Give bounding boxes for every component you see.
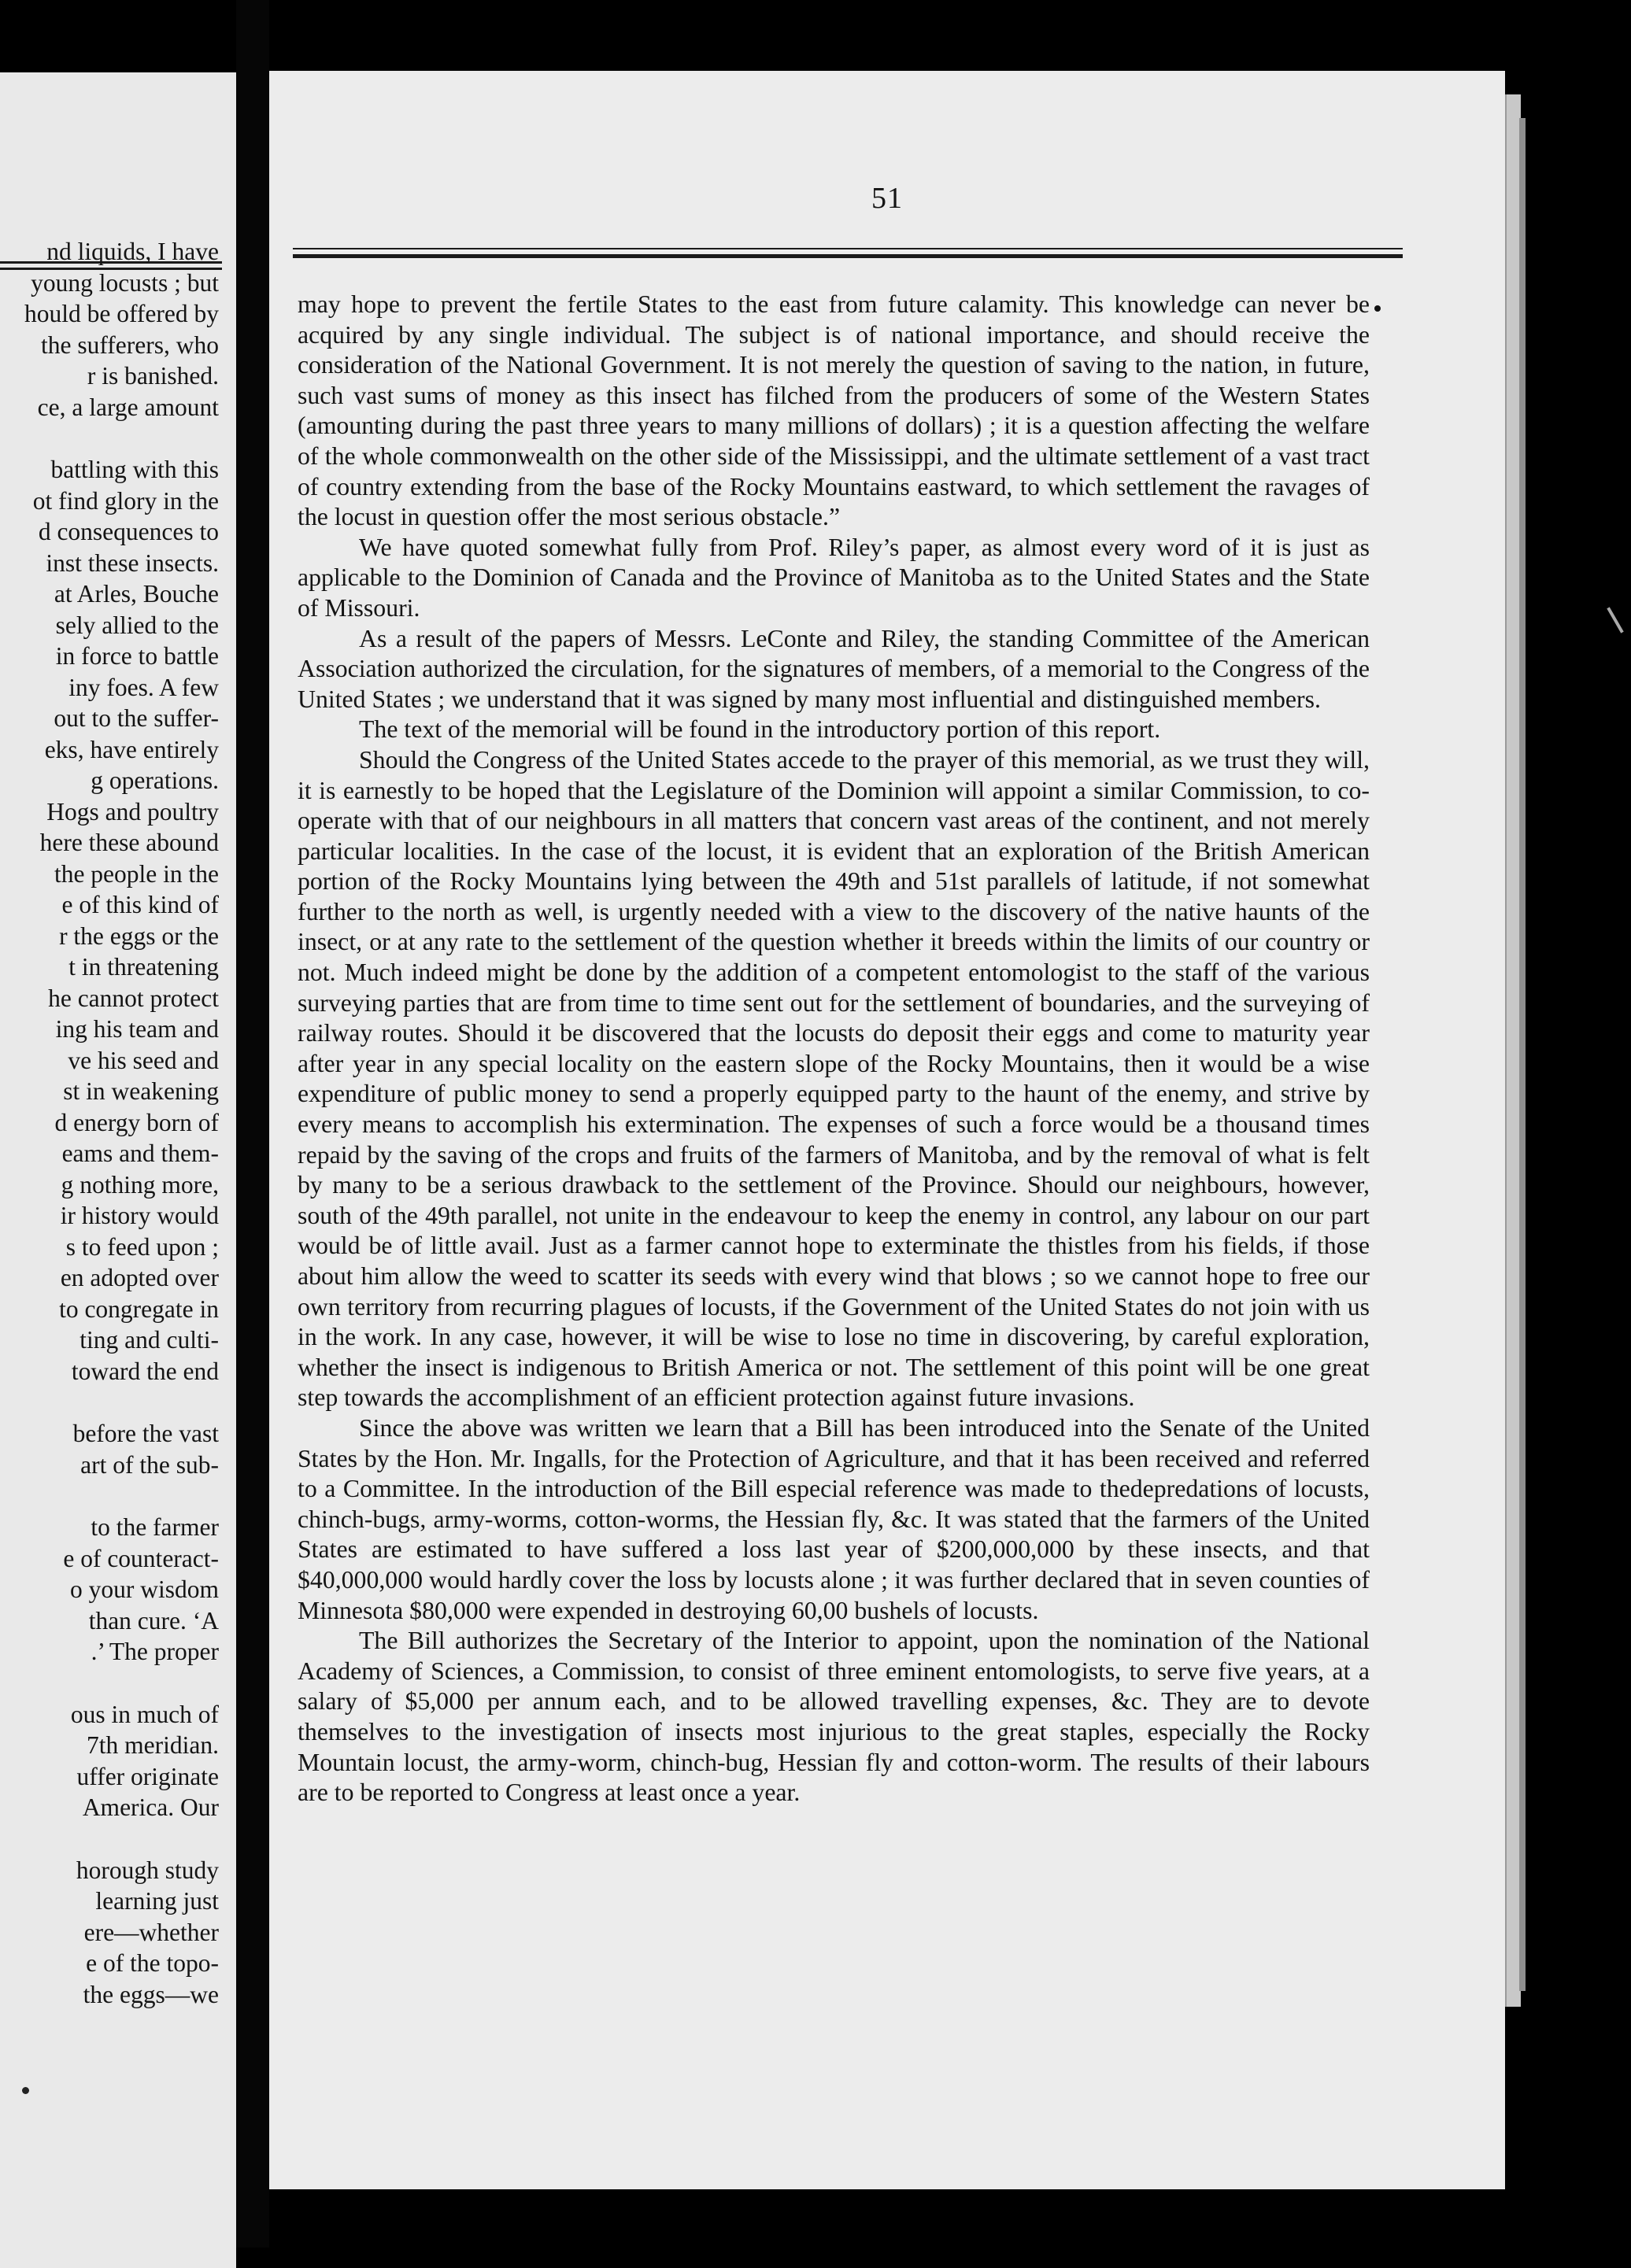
left-page-line: than cure. ‘A — [88, 1606, 219, 1635]
header-rule-thick — [293, 254, 1403, 258]
header-rule-thin — [293, 248, 1403, 249]
left-page-line: g nothing more, — [61, 1170, 219, 1199]
left-page-line: iny foes. A few — [68, 673, 219, 701]
book-gutter — [236, 0, 269, 2248]
left-page-line: t in threatening — [68, 953, 219, 981]
left-page-line: ere—whether — [83, 1918, 219, 1946]
left-page-line: g operations. — [91, 766, 219, 794]
page-number: 51 — [871, 182, 903, 215]
page-edge-shadow — [1519, 118, 1526, 1991]
right-page — [269, 71, 1505, 2189]
left-page-fragment — [0, 72, 236, 2268]
left-page-line: eks, have entirely — [44, 735, 219, 763]
left-page-line: en adopted over — [60, 1264, 219, 1291]
left-page-line: s to feed upon ; — [65, 1232, 219, 1261]
left-page-line: ce, a large amount — [37, 393, 219, 421]
left-page-line — [0, 1823, 219, 1855]
margin-dot — [1374, 305, 1381, 312]
left-page-line: ot find glory in the — [32, 486, 219, 515]
paragraph-riley-paper: We have quoted somewhat fully from Prof. Riley’s paper, as almost every word of it is just as applicable to the Dominion of Canada and the Province of Manitoba as to the United States and the State of Missouri. — [298, 533, 1370, 622]
left-page-line: to congregate in — [59, 1295, 219, 1323]
left-page-line: at Arles, Bouche — [54, 580, 219, 608]
left-page-line: the people in the — [54, 859, 219, 888]
left-page-line: in force to battle — [55, 642, 219, 670]
left-page-line: eams and them- — [61, 1140, 219, 1167]
left-page-line: ve his seed and — [68, 1046, 219, 1074]
left-page-line: 7th meridian. — [87, 1731, 219, 1759]
left-page-line: e of the topo- — [86, 1949, 219, 1977]
left-page-line: inst these insects. — [46, 549, 219, 577]
left-page-line: he cannot protect — [48, 984, 219, 1012]
left-page-line: hould be offered by — [24, 300, 219, 327]
paragraph-memorial-circulation: As a result of the papers of Messrs. LeConte and Riley, the standing Committee of the American Association authorized the circulation, for the signatures of members, of a memorial to the Congress of the United States ; we understand that it was signed by many most influential and distinguished members. — [298, 624, 1370, 713]
left-page-line: ing his team and — [55, 1015, 219, 1043]
left-page-line: ous in much of — [70, 1700, 219, 1728]
paragraph-dominion-commission: Should the Congress of the United States accede to the prayer of this memorial, as we trust they will, it is earnestly to be hoped that the Legislature of the Dominion will appoint a similar Commission, to co-operate with that of our neighbours in all matters that concern vast areas of the continent, and not merely particular localities. In the case of the locust, it is evident that an exploration of the British American portion of the Rocky Mountains lying between the 49th and 51st parallels of latitude, if not somewhat further to the north as well, is urgently needed with a view to the discovery of the native haunts of the insect, or at any rate to the settlement of the question whether it breeds within the limits of our country or not. Much indeed might be done by the addition of a competent entomologist to the staff of the various surveying parties that are from time to time sent out for the settlement of boundaries, and the surveying of railway routes. Should it be discovered that the locusts do deposit their eggs and come to maturity year after year in any special locality on the eastern slope of the Rocky Mountains, then it would be a wise expenditure of public money to send a properly equipped party to the haunt of the enemy, and strive by every means to accomplish his extermination. The expenses of such a force would be a thousand times repaid by the saving of the crops and fruits of the farmers of Manitoba, and by the removal of what is felt by many to be a serious drawback to the settlement of the Province. Should our neighbours, however, south of the 49th parallel, not unite in the endeavour to keep the enemy in control, any labour on our part would be of little avail. Just as a farmer cannot hope to exterminate the thistles from his fields, if those about him allow the weed to scatter its seeds with every wind that blows ; so we cannot hope to free our own territory from recurring plagues of locusts, if the Government of the United States do not join with us in the work. In any case, however, it will be wise to lose no time in discovering, by careful exploration, whether the insect is indigenous to British America or not. The settlement of this point will be one great step towards the accomplishment of an efficient protection against future invasions. — [298, 745, 1370, 1412]
paragraph-memorial-text: The text of the memorial will be found in the introductory portion of this report. — [359, 715, 1161, 744]
left-page-line: before the vast — [72, 1420, 219, 1447]
left-page-line: battling with this — [50, 456, 219, 483]
left-page-line: ting and culti- — [80, 1326, 219, 1354]
left-page-line: Hogs and poultry — [46, 797, 219, 826]
left-page-line: e of this kind of — [61, 891, 219, 918]
left-page-line: young locusts ; but — [31, 268, 219, 297]
paragraph-bill-authorizes: The Bill authorizes the Secretary of the Interior to appoint, upon the nomination of the National Academy of Sciences, a Commission, to consist of three eminent entomologists, to serve five years, at a salary of $5,000 per annum each, and to be allowed travelling expenses, &c. They are to devote themselves to the investigation of insects most injurious to the great staples, especially the Rocky Mountain locust, the army-worm, chinch-bug, Hessian fly and cotton-worm. The results of their labours are to be reported to Congress at least once a year. — [298, 1627, 1370, 1807]
left-page-line: America. Our — [82, 1793, 219, 1821]
left-page-line: nd liquids, I have — [46, 238, 219, 265]
left-page-line: the sufferers, who — [41, 331, 219, 359]
left-page-line: the eggs—we — [83, 1980, 219, 2008]
left-page-line: .’ The proper — [91, 1638, 219, 1665]
body-text — [298, 290, 1370, 1808]
left-page-line: sely allied to the — [55, 611, 219, 639]
left-page-line: e of counteract- — [63, 1544, 219, 1572]
left-page-line: r the eggs or the — [59, 922, 219, 950]
page-edge — [1505, 94, 1521, 2007]
paragraph-senate-bill: Since the above was written we learn that a Bill has been introduced into the Senate of the United States by the Hon. Mr. Ingalls, for the Protection of Agriculture, and that it has been received and referred to a Committee. In the introduction of the Bill especial reference was made to thedepredations of locusts, chinch-bugs, army-worms, cotton-worms, the Hessian fly, &c. It was stated that the farmers of the United States are estimated to have suffered a loss last year of $200,000,000 by these insects, and that $40,000,000 would hardly cover the loss by locusts alone ; it was further declared that in seven counties of Minnesota $80,000 were expended in destroying 60,00 bushels of locusts. — [298, 1413, 1370, 1624]
left-page-line: horough study — [76, 1856, 219, 1884]
left-page-line — [0, 1387, 219, 1418]
left-page-line: o your wisdom — [70, 1575, 219, 1603]
left-page-line: d energy born of — [54, 1108, 219, 1136]
left-page-line: r is banished. — [87, 362, 219, 390]
left-page-line: uffer originate — [76, 1762, 219, 1790]
left-page-line: st in weakening — [63, 1077, 219, 1105]
left-page-line: learning just — [95, 1887, 219, 1915]
left-page-dot — [22, 2087, 29, 2094]
left-page-line: ir history would — [60, 1202, 219, 1229]
left-page-line: to the farmer — [91, 1513, 219, 1541]
left-page-line: here these abound — [39, 829, 219, 856]
left-page-line: d consequences to — [38, 518, 219, 545]
left-page-line: toward the end — [71, 1357, 219, 1385]
left-page-line — [0, 423, 219, 454]
paragraph-continuation: may hope to prevent the fertile States to the east from future calamity. This knowledge can never be acquired by any single individual. The subject is of national importance, and should receive the consideration of the National Government. It is not merely the question of saving to the nation, in future, such vast sums of money as this insect has filched from the producers of some of the Western States (amounting during the past three years to many millions of dollars) ; it is a question affecting the welfare of the whole commonwealth on the other side of the Mississippi, and the ultimate settlement of a vast tract of country extending from the base of the Rocky Mountains eastward, to which settlement the ravages of the locust in question offer the most serious obstacle.” — [298, 290, 1370, 531]
left-page-line — [0, 1480, 219, 1512]
left-page-line — [0, 1668, 219, 1699]
left-page-text — [0, 236, 219, 2010]
stray-mark — [1607, 607, 1623, 633]
left-page-line: out to the suffer- — [54, 704, 219, 732]
left-page-line: art of the sub- — [80, 1450, 219, 1479]
